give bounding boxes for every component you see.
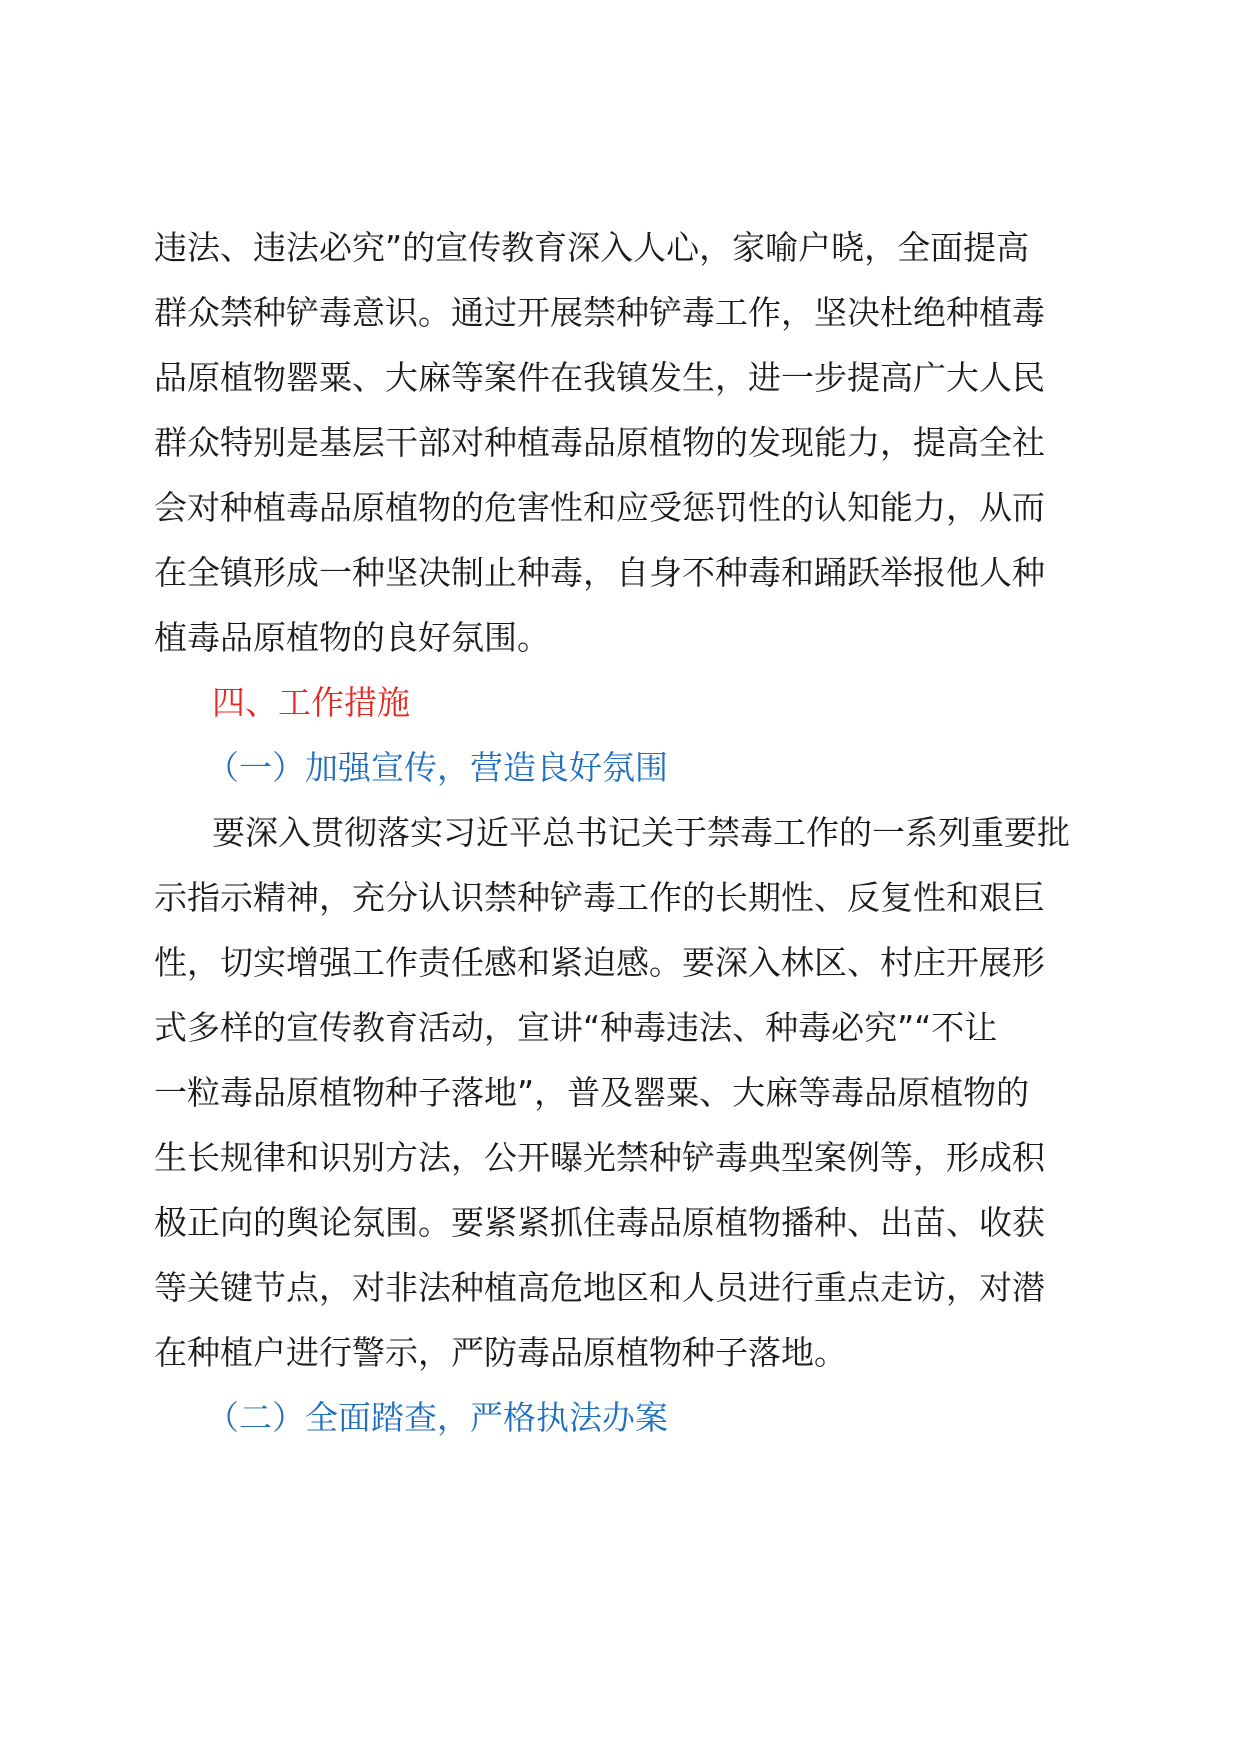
text-line: 生长规律和识别方法，公开曝光禁种铲毒典型案例等，形成积 <box>154 1138 1045 1177</box>
section-heading: 四、工作措施 <box>212 683 410 722</box>
body-paragraph <box>154 800 1086 1385</box>
text-line: 群众特别是基层干部对种植毒品原植物的发现能力，提高全社 <box>154 423 1045 462</box>
text-line: 性，切实增强工作责任感和紧迫感。要深入林区、村庄开展形 <box>154 943 1045 982</box>
document-body <box>154 215 1086 1450</box>
text-line: 群众禁种铲毒意识。通过开展禁种铲毒工作，坚决杜绝种植毒 <box>154 293 1045 332</box>
body-paragraph <box>154 215 1086 670</box>
text-line: 极正向的舆论氛围。要紧紧抓住毒品原植物播种、出苗、收获 <box>154 1203 1045 1242</box>
text-line: 等关键节点，对非法种植高危地区和人员进行重点走访，对潜 <box>154 1268 1045 1307</box>
text-line: 植毒品原植物的良好氛围。 <box>154 618 550 657</box>
text-line: 品原植物罂粟、大麻等案件在我镇发生，进一步提高广大人民 <box>154 358 1045 397</box>
text-line: 要深入贯彻落实习近平总书记关于禁毒工作的一系列重要批 <box>212 813 1070 852</box>
text-line: 会对种植毒品原植物的危害性和应受惩罚性的认知能力，从而 <box>154 488 1045 527</box>
text-line: 在种植户进行警示，严防毒品原植物种子落地。 <box>154 1333 847 1372</box>
text-line: 违法、违法必究”的宣传教育深入人心，家喻户晓，全面提高 <box>154 228 1030 267</box>
text-line: 示指示精神，充分认识禁种铲毒工作的长期性、反复性和艰巨 <box>154 878 1045 917</box>
text-line: 一粒毒品原植物种子落地”，普及罂粟、大麻等毒品原植物的 <box>154 1073 1030 1112</box>
subsection-heading: （二）全面踏查，严格执法办案 <box>206 1398 668 1437</box>
subsection-heading: （一）加强宣传，营造良好氛围 <box>206 748 668 787</box>
text-line: 式多样的宣传教育活动，宣讲“种毒违法、种毒必究”“不让 <box>154 1008 998 1047</box>
text-line: 在全镇形成一种坚决制止种毒，自身不种毒和踊跃举报他人种 <box>154 553 1045 592</box>
